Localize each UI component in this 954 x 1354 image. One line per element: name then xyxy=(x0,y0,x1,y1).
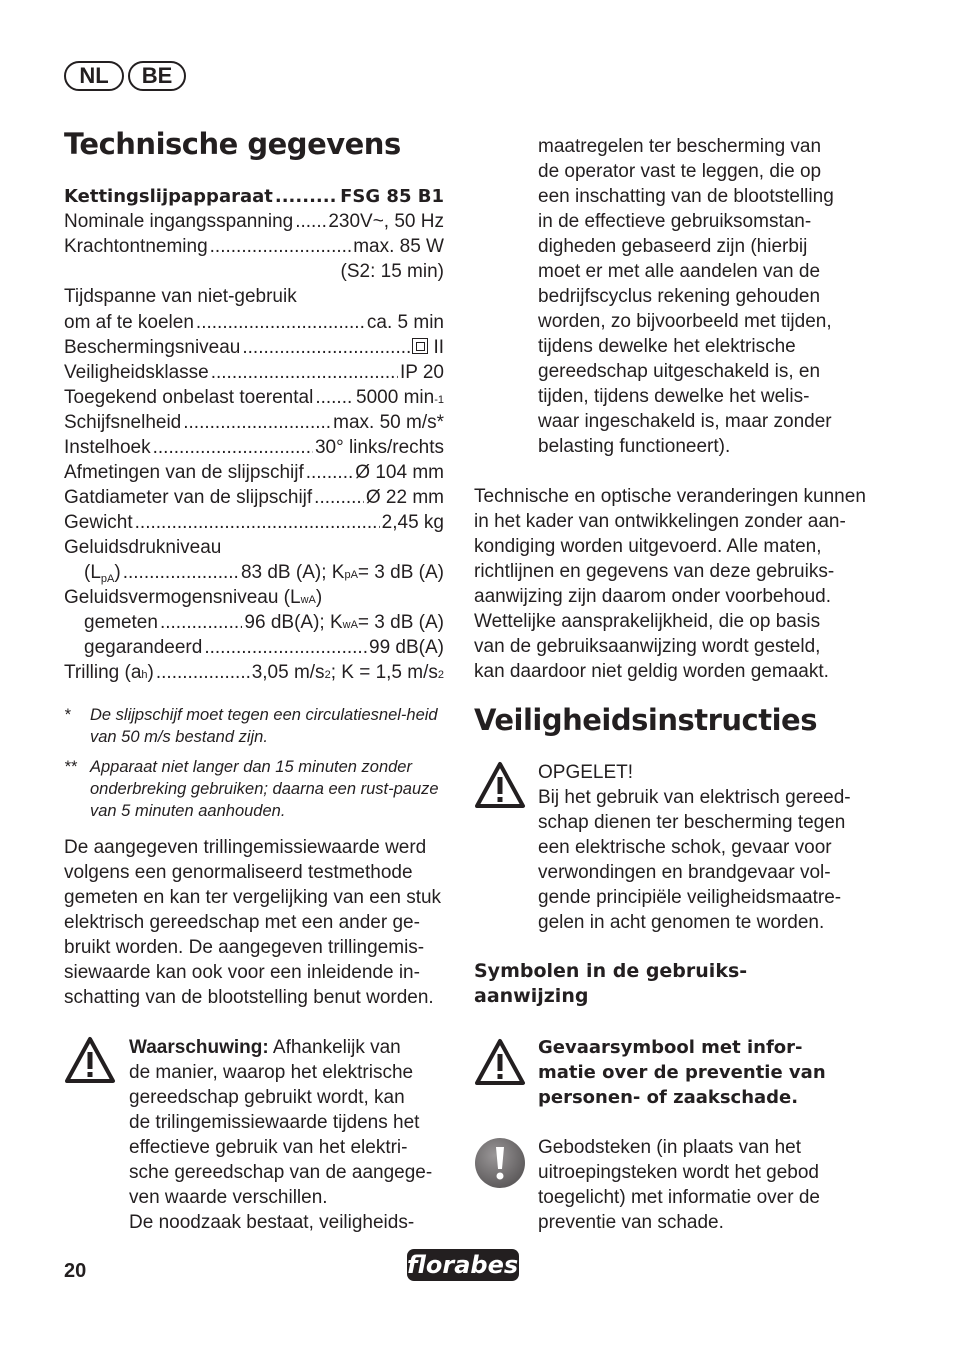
symbols-heading: Symbolen in de gebruiks- aanwijzing xyxy=(474,960,748,1007)
spec-value: 3,05 m/s xyxy=(251,662,325,683)
spec-row-power-note xyxy=(64,259,444,284)
footnote-1 xyxy=(64,704,454,748)
spec-label: Trilling (a xyxy=(64,662,142,683)
spec-label: $(L_{pA})$ xyxy=(84,562,121,585)
spec-label: gemeten xyxy=(84,612,158,633)
spec-label: om af te koelen xyxy=(64,312,194,333)
spec-value: max. 50 m/s* xyxy=(333,412,444,433)
command-symbol-text: Gebodsteken (in plaats van het uitroepingsteken wordt het gebod toegelicht) met informatie over de preventie van schade. xyxy=(538,1137,820,1233)
vibration-paragraph: De aangegeven trillingemissiewaarde werd volgens een genormaliseerd testmethode gemeten en kan ter vergelijking van een stuk elektrisch gereedschap met een ander ge- bruikt worden. De aangegeven trillingemis- siewaarde kan ook voor een inleidende in- schatting van de blootstelling benut worden. xyxy=(64,837,442,1008)
spec-row-safety xyxy=(64,360,444,385)
warning-triangle-icon xyxy=(474,761,526,809)
page-number: 20 xyxy=(64,1260,87,1282)
spec-label: Geluidsdrukniveau xyxy=(64,537,222,558)
product-model: FSG 85 B1 xyxy=(340,186,444,207)
spec-value: 99 dB(A) xyxy=(369,637,444,658)
spec-label: Krachtontneming xyxy=(64,236,208,257)
footnote-text: De slijpschijf moet tegen een circulatiesnel-heid van 50 m/s bestand zijn. xyxy=(90,706,438,746)
spec-label: Afmetingen van de slijpschijf xyxy=(64,462,304,483)
spec-row-swl-label: Geluidsvermogensniveau (L wA ) xyxy=(64,587,323,608)
spec-value: 2,45 kg xyxy=(381,512,444,533)
spec-label: Gewicht xyxy=(64,512,133,533)
spec-label: Toegekend onbelast toerental xyxy=(64,387,314,408)
spec-row-power xyxy=(64,234,444,259)
spec-value: Ø 22 mm xyxy=(365,487,444,508)
spec-value: Ø 104 mm xyxy=(355,462,444,483)
spec-row-vibration: Trilling (a h ) ..... 3,05 m/s 2 ; K = 1,5 m/s 2 xyxy=(64,660,444,685)
spec-note: (S2: 15 min) xyxy=(340,261,444,282)
spec-row-spl-label xyxy=(64,535,444,560)
attention-text: Bij het gebruik van elektrisch gereed- schap dienen ter bescherming tegen een elektrische schok, gevaar voor verwondingen en brandgevaar vol- gende principiële veiligheidsmaatre- gelen in acht genomen te worden. xyxy=(538,787,851,933)
spec-row-spl: $(L_{pA})$ ..... 83 dB (A); K pA = 3 dB (A) xyxy=(84,560,444,585)
spec-label: Schijfsnelheid xyxy=(64,412,182,433)
spec-row-angle xyxy=(64,435,444,460)
florabest-logo: florabest xyxy=(407,1251,530,1279)
attention-block xyxy=(538,760,868,935)
spec-value: 230V~, 50 Hz xyxy=(328,211,444,232)
warning-triangle-icon xyxy=(474,1038,526,1086)
spec-value: 96 dB(A); K xyxy=(244,612,343,633)
protection-class-icon xyxy=(412,338,428,354)
hazard-symbol-text: Gevaarsymbool met infor- matie over de preventie van personen- of zaakschade. xyxy=(538,1037,826,1108)
spec-row-guaranteed xyxy=(84,635,444,660)
spec-row-idle xyxy=(64,310,444,335)
attention-title: OPGELET! xyxy=(538,762,634,783)
spec-label: Veiligheidsklasse xyxy=(64,362,209,383)
spec-value: 83 dB (A); K xyxy=(240,562,345,583)
footnote-text: Apparaat niet langer dan 15 minuten zonder onderbreking gebruiken; daarna een rust-pauze van 5 minuten aanhouden. xyxy=(90,758,439,820)
spec-value: II xyxy=(433,337,444,358)
footnote-2 xyxy=(64,756,454,822)
spec-label: Instelhoek xyxy=(64,437,151,458)
spec-label: Gatdiameter van de slijpschijf xyxy=(64,487,313,508)
safety-heading: Veiligheidsinstructies xyxy=(474,703,817,737)
vibration-warning xyxy=(129,1035,454,1235)
spec-row-protection xyxy=(64,335,444,360)
vibration-warning-continued: maatregelen ter bescherming van de operator vast te leggen, die op een inschatting van de blootstelling in de effectieve gebruiksomstan- digheden gebaseerd zijn (hierbij moet er met alle aandelen van de bedrijfscyclus rekening gehouden worden, zo bijvoorbeeld met tijden, tijdens dewelke het elektrische gereedschap uitgeschakeld is, en tijden, tijdens dewelke het welis- waar ingeschakeld is, maar zonder belasting functioneert). xyxy=(538,136,834,457)
spec-row-disc-dim xyxy=(64,460,444,485)
changes-paragraph: Technische en optische veranderingen kunnen in het kader van ontwikkelingen zonder aan- kondiging worden uitgevoerd. Alle maten, richtlijnen en gegevens van deze gebruiks- aanwijzing zijn daarom onder voorbehoud. Wettelijke aansprakelijkheid, die op basis van de gebruiksaanwijzing wordt gesteld, kan daardoor niet geldig worden gemaakt. xyxy=(474,486,866,682)
tech-data-heading: Technische gegevens xyxy=(64,127,401,161)
warning-triangle-icon xyxy=(64,1036,116,1084)
spec-row-weight xyxy=(64,510,444,535)
spec-label: Nominale ingangsspanning xyxy=(64,211,294,232)
spec-value: 30° links/rechts xyxy=(314,437,444,458)
product-label: Kettingslijpapparaat xyxy=(64,186,273,207)
spec-row-idle-label xyxy=(64,284,444,309)
footnote-mark: ** xyxy=(64,758,77,776)
spec-row-speed: Toegekend onbelast toerental ..... 5000 min -1 xyxy=(64,385,444,410)
spec-label: Geluidsvermogensniveau (L xyxy=(64,587,301,608)
spec-value: ca. 5 min xyxy=(366,312,444,333)
product-row xyxy=(64,184,444,209)
spec-value: 5000 min xyxy=(356,387,435,408)
spec-value: max. 85 W xyxy=(353,236,444,257)
language-badge-be: BE xyxy=(128,61,186,91)
spec-row-bore xyxy=(64,485,444,510)
footnote-mark: * xyxy=(64,706,71,724)
spec-value: IP 20 xyxy=(399,362,444,383)
language-badge-nl: NL xyxy=(64,61,124,91)
spec-row-voltage xyxy=(64,209,444,234)
spec-row-measured: gemeten ..... 96 dB(A); K wA = 3 dB (A) xyxy=(84,610,444,635)
mandatory-sign-icon xyxy=(474,1137,526,1189)
spec-value-k: = 3 dB (A) xyxy=(357,562,444,583)
spec-label: gegarandeerd xyxy=(84,637,203,658)
warning-title: Waarschuwing: xyxy=(129,1037,269,1058)
warning-text: Afhankelijk van de manier, waarop het elektrische gereedschap gebruikt wordt, kan de trilingemissiewaarde tijdens het effectieve gebruik van het elektri- sche gereedschap van de aangege- ven waarde verschillen. De noodzaak bestaat, veiligheids- xyxy=(129,1037,433,1233)
spec-label: Beschermingsniveau xyxy=(64,337,241,358)
spec-row-disc-speed xyxy=(64,410,444,435)
spec-label: Tijdspanne van niet-gebruik xyxy=(64,286,297,307)
